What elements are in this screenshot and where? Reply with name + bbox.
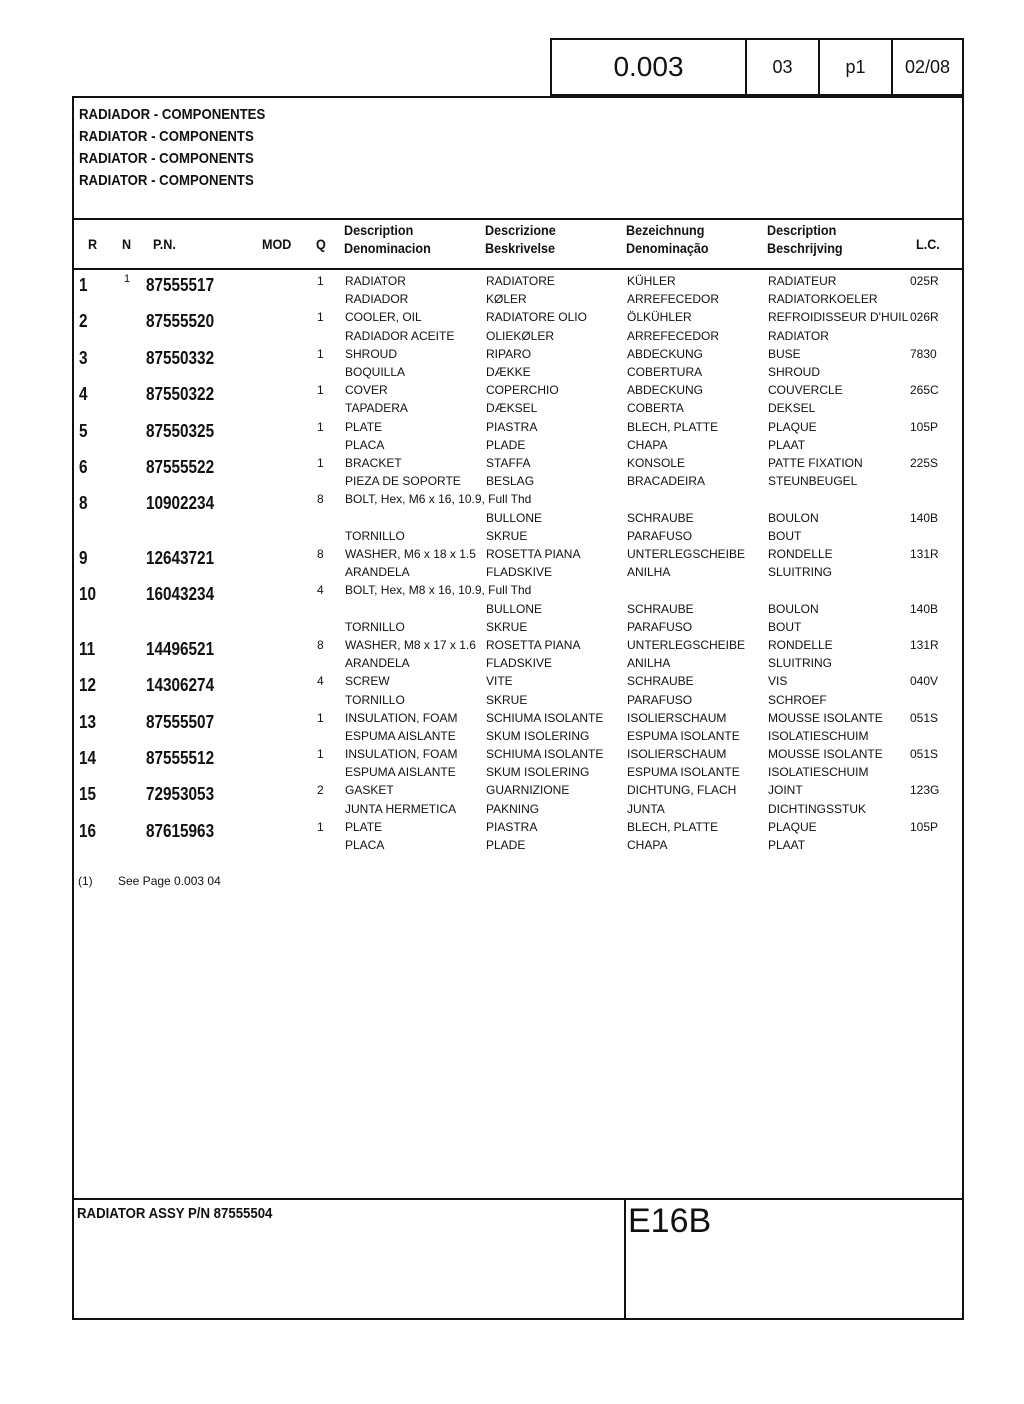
- description-text: ABDECKUNG: [627, 383, 704, 398]
- part-number: 87555522: [146, 456, 215, 477]
- table-row: [74, 345, 962, 381]
- description-text: PLAQUE: [768, 419, 817, 434]
- description-text: PIEZA DE SOPORTE: [345, 474, 461, 489]
- description-text: BOUT: [768, 619, 802, 634]
- col-desc-fr: Description: [767, 222, 837, 238]
- part-number: 87550325: [146, 420, 215, 441]
- part-number: 87555517: [146, 275, 215, 295]
- description-text: VIS: [768, 674, 788, 689]
- col-desc-it: Descrizione: [485, 222, 556, 238]
- part-number: 87555512: [146, 748, 215, 769]
- description-text: RADIATORE OLIO: [486, 310, 587, 325]
- description-text: SKRUE: [486, 692, 528, 707]
- description-text: SCHRAUBE: [627, 510, 694, 525]
- description-text: BOULON: [768, 510, 819, 525]
- description-text: SKUM ISOLERING: [486, 765, 590, 780]
- col-n: N: [122, 236, 132, 252]
- description-text: PARAFUSO: [627, 528, 693, 543]
- description-text: INSULATION, FOAM: [345, 747, 458, 762]
- parts-sheet: [72, 96, 964, 1320]
- description-text: SLUITRING: [768, 565, 833, 580]
- description-text: COOLER, OIL: [345, 310, 422, 325]
- description-text: PIASTRA: [486, 819, 538, 834]
- quantity: 1: [317, 455, 324, 470]
- description-text: ROSETTA PIANA: [486, 546, 581, 561]
- description-text: GASKET: [345, 783, 394, 798]
- description-text: PLAAT: [768, 437, 806, 452]
- location-code: 025R: [910, 274, 939, 288]
- location-code: 225S: [910, 455, 939, 470]
- title-en-3: RADIATOR - COMPONENTS: [79, 172, 254, 189]
- description-text: ARANDELA: [345, 656, 410, 671]
- ref-number: 13: [79, 711, 97, 732]
- description-text: KONSOLE: [627, 455, 686, 470]
- ref-number: 8: [79, 493, 88, 514]
- location-code: 7830: [910, 346, 937, 361]
- description-text: TORNILLO: [345, 528, 405, 543]
- description-text: JOINT: [768, 783, 803, 798]
- description-text: BUSE: [768, 346, 801, 361]
- part-number: 10902234: [146, 493, 215, 514]
- description-text: ANILHA: [627, 565, 671, 580]
- quantity: 4: [317, 583, 324, 598]
- description-text: WASHER, M6 x 18 x 1.5: [345, 546, 476, 561]
- ref-number: 3: [79, 347, 88, 368]
- title-block: [79, 104, 291, 192]
- description-text: RADIATEUR: [768, 274, 837, 288]
- ref-number: 11: [79, 638, 96, 659]
- description-text: ABDECKUNG: [627, 346, 704, 361]
- quantity: 8: [317, 492, 324, 507]
- description-text: BOQUILLA: [345, 364, 406, 379]
- col-r: R: [88, 236, 98, 252]
- description-text: MOUSSE ISOLANTE: [768, 710, 883, 725]
- sheet-header: [550, 38, 964, 96]
- title-en-2: RADIATOR - COMPONENTS: [79, 150, 254, 167]
- description-text: SKUM ISOLERING: [486, 728, 590, 743]
- ref-number: 15: [79, 784, 97, 805]
- description-text: BOLT, Hex, M8 x 16, 10.9, Full Thd: [345, 583, 532, 598]
- location-code: 131R: [910, 637, 939, 652]
- description-text: SKRUE: [486, 619, 528, 634]
- description-text: CHAPA: [627, 838, 668, 853]
- table-row: [74, 545, 962, 581]
- col-desc-de: Bezeichnung: [626, 222, 705, 238]
- col-desc-da: Beskrivelse: [485, 240, 556, 256]
- divider: [74, 268, 962, 270]
- description-text: RADIATORKOELER: [768, 292, 878, 307]
- col-q: Q: [316, 236, 326, 252]
- quantity: 4: [317, 674, 324, 689]
- table-row: [74, 272, 962, 308]
- quantity: 1: [317, 819, 324, 834]
- divider: [624, 1198, 626, 1320]
- description-text: BULLONE: [486, 601, 543, 616]
- description-text: RIPARO: [486, 346, 532, 361]
- description-text: KÜHLER: [627, 274, 676, 288]
- location-code: 040V: [910, 674, 939, 689]
- description-text: INSULATION, FOAM: [345, 710, 458, 725]
- ref-number: 2: [79, 311, 88, 332]
- part-number: 14306274: [146, 675, 215, 696]
- location-code: 051S: [910, 747, 939, 762]
- footnote-mark: (1): [78, 874, 93, 888]
- ref-number: 4: [79, 384, 88, 405]
- ref-number: 1: [79, 275, 88, 295]
- description-text: PATTE FIXATION: [768, 455, 863, 470]
- description-text: MOUSSE ISOLANTE: [768, 747, 883, 762]
- description-text: JUNTA: [627, 801, 665, 816]
- quantity: 1: [317, 747, 324, 762]
- description-text: RADIADOR ACEITE: [345, 328, 455, 343]
- description-text: ESPUMA ISOLANTE: [627, 765, 740, 780]
- quantity: 8: [317, 546, 324, 561]
- description-text: PIASTRA: [486, 419, 538, 434]
- description-text: PARAFUSO: [627, 692, 693, 707]
- description-text: KØLER: [486, 292, 527, 307]
- assembly-title: RADIATOR ASSY P/N 87555504: [77, 1205, 273, 1222]
- description-text: RADIATOR: [768, 328, 829, 343]
- description-text: TORNILLO: [345, 692, 405, 707]
- description-text: SCHROEF: [768, 692, 827, 707]
- quantity: 2: [317, 783, 324, 798]
- description-text: RADIADOR: [345, 292, 409, 307]
- location-code: 105P: [910, 819, 939, 834]
- description-text: PLATE: [345, 819, 383, 834]
- description-text: DEKSEL: [768, 401, 816, 416]
- part-number: 87555520: [146, 311, 215, 332]
- description-text: SCREW: [345, 674, 390, 689]
- ref-number: 14: [79, 748, 97, 769]
- description-text: BOULON: [768, 601, 819, 616]
- footnote-text: See Page 0.003 04: [118, 874, 221, 888]
- location-code: 051S: [910, 710, 939, 725]
- quantity: 1: [317, 383, 324, 398]
- reference-code: E16B: [628, 1202, 712, 1240]
- table-row: [74, 818, 962, 854]
- part-number: 87550322: [146, 384, 215, 405]
- description-text: BLECH, PLATTE: [627, 819, 719, 834]
- location-code: 265C: [910, 383, 939, 398]
- description-text: PAKNING: [486, 801, 540, 816]
- description-text: RADIATOR: [345, 274, 406, 288]
- description-text: PLACA: [345, 838, 385, 853]
- title-en: RADIATOR - COMPONENTS: [79, 128, 254, 145]
- ref-number: 5: [79, 420, 88, 441]
- description-text: ARREFECEDOR: [627, 292, 720, 307]
- ref-number: 9: [79, 547, 88, 568]
- description-text: UNTERLEGSCHEIBE: [627, 546, 746, 561]
- description-text: FLADSKIVE: [486, 565, 553, 580]
- description-text: PLATE: [345, 419, 383, 434]
- location-code: 131R: [910, 546, 939, 561]
- description-text: ARANDELA: [345, 565, 410, 580]
- description-text: OLIEKØLER: [486, 328, 555, 343]
- description-text: ISOLATIESCHUIM: [768, 728, 869, 743]
- col-desc-pt: Denominação: [626, 240, 709, 256]
- description-text: BOLT, Hex, M6 x 16, 10.9, Full Thd: [345, 492, 532, 507]
- description-text: WASHER, M8 x 17 x 1.6: [345, 637, 476, 652]
- description-text: VITE: [486, 674, 513, 689]
- ref-number: 16: [79, 820, 97, 841]
- description-text: SCHIUMA ISOLANTE: [486, 747, 604, 762]
- description-text: ISOLATIESCHUIM: [768, 765, 869, 780]
- col-desc-es: Denominacion: [344, 240, 431, 256]
- ref-number: 12: [79, 675, 97, 696]
- table-row: [74, 581, 962, 636]
- description-text: RONDELLE: [768, 546, 833, 561]
- table-row: [74, 454, 962, 490]
- description-text: ÖLKÜHLER: [627, 310, 692, 325]
- sheet-section: 03: [747, 40, 820, 94]
- location-code: 140B: [910, 601, 939, 616]
- part-number: 72953053: [146, 784, 215, 805]
- description-text: BRACKET: [345, 455, 402, 470]
- description-text: JUNTA HERMETICA: [345, 801, 457, 816]
- part-number: 87615963: [146, 820, 215, 841]
- description-text: PLAQUE: [768, 819, 817, 834]
- description-text: COVER: [345, 383, 388, 398]
- table-row: [74, 709, 962, 745]
- column-header: [74, 220, 962, 268]
- part-number: 87555507: [146, 711, 215, 732]
- description-text: COBERTA: [627, 401, 684, 416]
- description-text: STAFFA: [486, 455, 531, 470]
- table-row: [74, 781, 962, 817]
- col-mod: MOD: [262, 236, 292, 252]
- part-number: 14496521: [146, 638, 215, 659]
- description-text: SCHIUMA ISOLANTE: [486, 710, 604, 725]
- description-text: DICHTUNG, FLACH: [627, 783, 737, 798]
- location-code: 140B: [910, 510, 939, 525]
- quantity: 1: [317, 346, 324, 361]
- table-row: [74, 418, 962, 454]
- description-text: DÆKSEL: [486, 401, 538, 416]
- description-text: REFROIDISSEUR D'HUIL: [768, 310, 909, 325]
- table-row: [74, 490, 962, 545]
- description-text: PLACA: [345, 437, 385, 452]
- col-pn: P.N.: [153, 236, 176, 252]
- col-desc-en: Description: [344, 222, 414, 238]
- parts-list: [74, 272, 962, 854]
- description-text: ANILHA: [627, 656, 671, 671]
- description-text: COBERTURA: [627, 364, 703, 379]
- description-text: ESPUMA ISOLANTE: [627, 728, 740, 743]
- table-row: [74, 672, 962, 708]
- description-text: SCHRAUBE: [627, 674, 694, 689]
- part-number: 16043234: [146, 584, 215, 605]
- description-text: TORNILLO: [345, 619, 405, 634]
- description-text: DICHTINGSSTUK: [768, 801, 867, 816]
- description-text: PLAAT: [768, 838, 806, 853]
- location-code: 123G: [910, 783, 940, 798]
- col-lc: L.C.: [916, 236, 940, 252]
- table-row: [74, 636, 962, 672]
- description-text: PARAFUSO: [627, 619, 693, 634]
- description-text: TAPADERA: [345, 401, 408, 416]
- location-code: 105P: [910, 419, 939, 434]
- description-text: CHAPA: [627, 437, 668, 452]
- description-text: SKRUE: [486, 528, 528, 543]
- description-text: FLADSKIVE: [486, 656, 553, 671]
- quantity: 8: [317, 637, 324, 652]
- description-text: DÆKKE: [486, 364, 531, 379]
- description-text: STEUNBEUGEL: [768, 474, 858, 489]
- sheet-date: 02/08: [904, 56, 951, 77]
- ref-number: 6: [79, 456, 88, 477]
- title-es: RADIADOR - COMPONENTES: [79, 106, 266, 123]
- description-text: RONDELLE: [768, 637, 833, 652]
- quantity: 1: [317, 310, 324, 325]
- description-text: PLADE: [486, 838, 526, 853]
- description-text: GUARNIZIONE: [486, 783, 570, 798]
- ref-number: 10: [79, 584, 97, 605]
- quantity: 1: [317, 419, 324, 434]
- description-text: BRACADEIRA: [627, 474, 706, 489]
- sheet-code: 0.003: [552, 40, 747, 94]
- table-row: [74, 745, 962, 781]
- description-text: BULLONE: [486, 510, 543, 525]
- description-text: ESPUMA AISLANTE: [345, 765, 456, 780]
- description-text: BLECH, PLATTE: [627, 419, 719, 434]
- part-number: 12643721: [146, 547, 215, 568]
- description-text: COUVERCLE: [768, 383, 843, 398]
- description-text: ARREFECEDOR: [627, 328, 720, 343]
- description-text: ROSETTA PIANA: [486, 637, 581, 652]
- description-text: BOUT: [768, 528, 802, 543]
- description-text: RADIATORE: [486, 274, 555, 288]
- description-text: UNTERLEGSCHEIBE: [627, 637, 746, 652]
- divider: [74, 1198, 962, 1200]
- table-row: [74, 381, 962, 417]
- description-text: SHROUD: [768, 364, 821, 379]
- sheet-page: p1: [820, 40, 893, 94]
- description-text: PLADE: [486, 437, 526, 452]
- description-text: BESLAG: [486, 474, 535, 489]
- note-number: 1: [124, 273, 131, 285]
- description-text: SLUITRING: [768, 656, 833, 671]
- description-text: ISOLIERSCHAUM: [627, 710, 727, 725]
- description-text: SCHRAUBE: [627, 601, 694, 616]
- col-desc-nl: Beschrijving: [767, 240, 843, 256]
- location-code: 026R: [910, 310, 939, 325]
- quantity: 1: [317, 710, 324, 725]
- description-text: SHROUD: [345, 346, 398, 361]
- part-number: 87550332: [146, 347, 215, 368]
- description-text: ESPUMA AISLANTE: [345, 728, 456, 743]
- description-text: COPERCHIO: [486, 383, 559, 398]
- table-row: [74, 308, 962, 344]
- quantity: 1: [317, 274, 324, 288]
- description-text: ISOLIERSCHAUM: [627, 747, 727, 762]
